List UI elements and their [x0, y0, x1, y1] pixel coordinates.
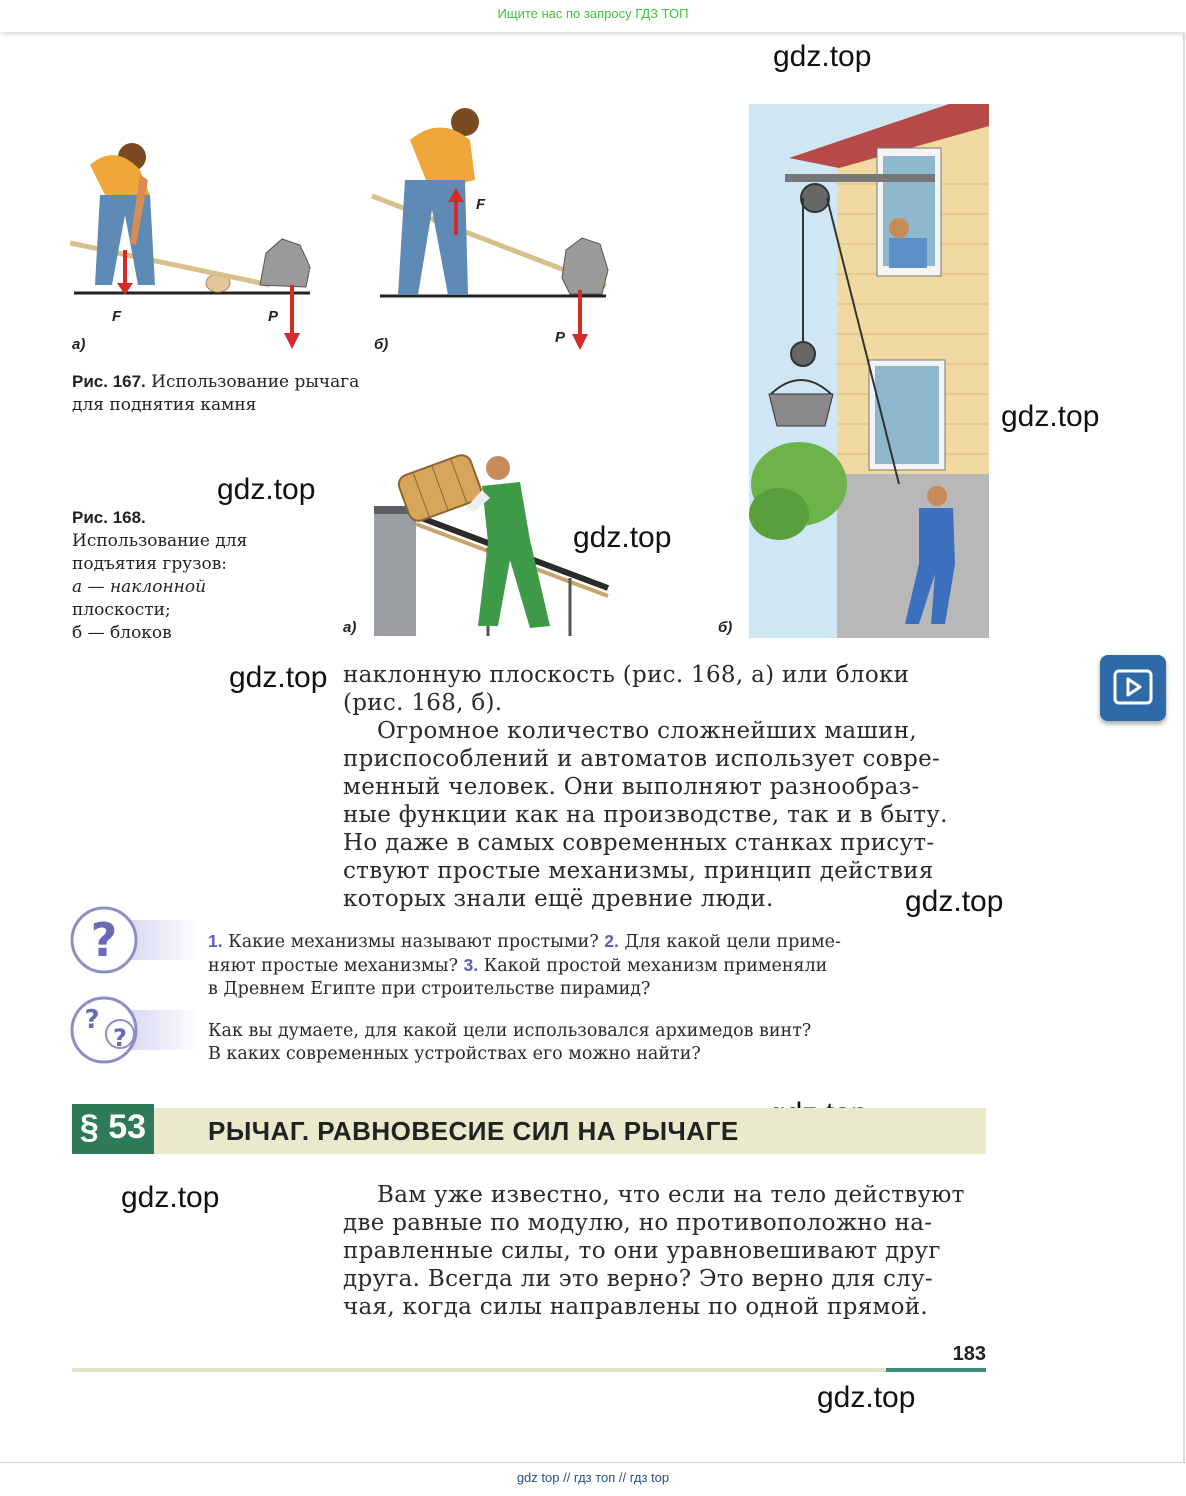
play-icon: [1100, 655, 1166, 721]
fig168b-illustration: [749, 104, 989, 638]
think-line: Как вы думаете, для какой цели использовался архимедов винт?: [208, 1021, 812, 1041]
fig167b-illustration: [370, 100, 620, 355]
fig167-caption-line2: для поднятия камня: [72, 395, 257, 415]
text-line: менный человек. Они выполняют разнообраз-: [343, 774, 920, 800]
watermark: gdz.top: [1001, 400, 1100, 433]
question-line: в Древнем Египте при строительстве пирамид?: [208, 979, 651, 999]
paragraph-2: [343, 717, 987, 913]
top-banner-text[interactable]: Ищите нас по запросу ГДЗ ТОП: [497, 6, 689, 21]
text-line: приспособлений и автоматов использует совре-: [343, 746, 941, 772]
video-play-button[interactable]: [1100, 655, 1166, 721]
force-F-label-b: F: [476, 196, 486, 213]
watermark: gdz.top: [121, 1181, 220, 1214]
think-text: [208, 1020, 988, 1066]
fig168-caption-line: б — блоков: [72, 623, 172, 643]
question-text: няют простые механизмы?: [208, 956, 464, 976]
watermark: gdz.top: [229, 661, 328, 694]
footer-links[interactable]: gdz top // гдз топ // гдз top: [516, 1470, 670, 1485]
question-icon: [70, 906, 200, 976]
text-line: правленные силы, то они уравновешивают друг: [343, 1238, 941, 1264]
text-line: Но даже в самых современных станках присут-: [343, 830, 935, 856]
fig168-caption: [72, 506, 332, 645]
question-text: Для какой цели приме-: [618, 932, 841, 952]
watermark: gdz.top: [905, 885, 1004, 918]
text-line: две равные по модулю, но противоположно на-: [343, 1210, 933, 1236]
text-line: которых знали ещё древние люди.: [343, 886, 774, 912]
section-title: РЫЧАГ. РАВНОВЕСИЕ СИЛ НА РЫЧАГЕ: [208, 1116, 739, 1146]
fig168-caption-line: плоскости;: [72, 600, 171, 620]
fig167a-label: а): [72, 336, 86, 353]
watermark: gdz.top: [573, 521, 672, 554]
fig167-caption-line1: Использование рычага: [145, 372, 360, 392]
fig168-caption-bold: Рис. 168.: [72, 508, 146, 527]
question-number: 3.: [463, 955, 479, 975]
text-line: ствуют простые механизмы, принцип действия: [343, 858, 934, 884]
fig168-caption-line: а — наклонной: [72, 577, 207, 597]
question-line: [208, 930, 988, 954]
question-number: 1.: [208, 931, 223, 951]
section-number: § 53: [79, 1108, 147, 1146]
fig167a-illustration: [70, 135, 320, 350]
svg-text:?: ?: [90, 913, 118, 967]
footer-divider: [0, 1462, 1186, 1463]
svg-text:?: ?: [84, 1005, 100, 1035]
text-line: наклонную плоскость (рис. 168, а) или блоки: [343, 662, 910, 688]
paragraph-1: [343, 661, 987, 717]
page-divider-accent: [886, 1368, 986, 1372]
fig167-caption: [72, 370, 432, 417]
watermark: gdz.top: [217, 473, 316, 506]
fig167b-label: б): [374, 336, 389, 353]
force-P-label-b: P: [555, 329, 566, 346]
force-P-label: P: [268, 308, 279, 325]
text-line: друга. Всегда ли это верно? Это верно для слу-: [343, 1266, 933, 1292]
page-number: 183: [952, 1343, 986, 1365]
text-line: Вам уже известно, что если на тело действуют: [377, 1182, 965, 1208]
fig168a-illustration: [370, 450, 610, 638]
page-divider: [72, 1368, 986, 1372]
question-text: Какой простой механизм применяли: [478, 956, 828, 976]
question-text: Какие механизмы называют простыми?: [222, 932, 605, 952]
questions-text: [208, 930, 988, 1001]
fig167-caption-bold: Рис. 167.: [72, 372, 146, 391]
text-line: (рис. 168, б).: [343, 690, 503, 716]
fig168-caption-line: Использование для: [72, 531, 248, 551]
fig168-caption-line: подъятия грузов:: [72, 554, 228, 574]
watermark: gdz.top: [773, 40, 872, 73]
force-F-label: F: [112, 308, 122, 325]
fig168a-label: а): [343, 619, 357, 636]
text-line: чая, когда силы направлены по одной прямой.: [343, 1294, 929, 1320]
question-number: 2.: [604, 931, 619, 951]
think-line: В каких современных устройствах его можно найти?: [208, 1044, 701, 1064]
watermark: gdz.top: [817, 1381, 916, 1414]
question-line: [208, 954, 988, 978]
svg-text:?: ?: [113, 1024, 127, 1052]
text-line: ные функции как на производстве, так и в быту.: [343, 802, 948, 828]
page-border: [1183, 34, 1185, 1462]
think-icon: [70, 994, 200, 1064]
fig168b-label: б): [718, 619, 733, 636]
paragraph-3: [343, 1181, 987, 1321]
text-line: Огромное количество сложнейших машин,: [377, 718, 917, 744]
